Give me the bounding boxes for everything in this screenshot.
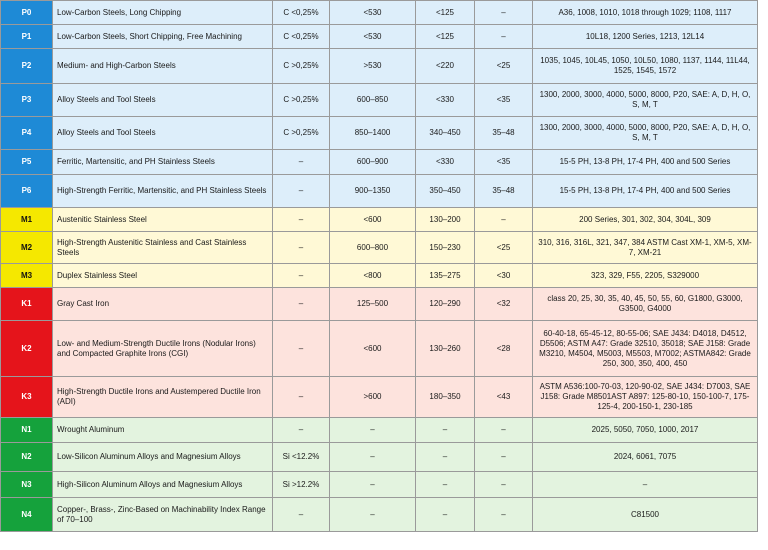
- example-grades: 60-40-18, 65-45-12, 80-55-06; SAE J434: D4018, D4512, D5506; ASTM A47: Grade 32510, 35018; SAE J158: Grade M3210, M4504, M5003, M5503, M7002; ASTMA842: Grade 250, 300, 350, 400, 450: [533, 321, 758, 377]
- carbon-content: –: [273, 498, 330, 532]
- example-grades: 10L18, 1200 Series, 1213, 12L14: [533, 25, 758, 49]
- material-description: Low-Carbon Steels, Short Chipping, Free Machining: [53, 25, 273, 49]
- tensile-strength: >530: [330, 49, 416, 84]
- table-row: [1, 150, 758, 175]
- hardness-value: <330: [416, 150, 475, 175]
- tensile-strength: >600: [330, 377, 416, 418]
- hrc-value: –: [475, 418, 533, 443]
- tensile-strength: <530: [330, 1, 416, 25]
- carbon-content: –: [273, 288, 330, 321]
- material-code: M3: [1, 264, 53, 288]
- hardness-value: <220: [416, 49, 475, 84]
- example-grades: 200 Series, 301, 302, 304, 304L, 309: [533, 208, 758, 232]
- material-code: P0: [1, 1, 53, 25]
- tensile-strength: <600: [330, 321, 416, 377]
- hrc-value: <25: [475, 49, 533, 84]
- example-grades: 323, 329, F55, 2205, S329000: [533, 264, 758, 288]
- hrc-value: <35: [475, 84, 533, 117]
- material-code: P6: [1, 175, 53, 208]
- carbon-content: –: [273, 418, 330, 443]
- hardness-value: 135–275: [416, 264, 475, 288]
- material-description: Alloy Steels and Tool Steels: [53, 84, 273, 117]
- carbon-content: –: [273, 208, 330, 232]
- hrc-value: <30: [475, 264, 533, 288]
- tensile-strength: –: [330, 498, 416, 532]
- hrc-value: <43: [475, 377, 533, 418]
- carbon-content: C <0,25%: [273, 25, 330, 49]
- hardness-value: 120–290: [416, 288, 475, 321]
- material-description: High-Strength Ductile Irons and Austempered Ductile Iron (ADI): [53, 377, 273, 418]
- hardness-value: 350–450: [416, 175, 475, 208]
- hardness-value: <125: [416, 1, 475, 25]
- carbon-content: –: [273, 175, 330, 208]
- carbon-content: –: [273, 232, 330, 264]
- tensile-strength: 600–850: [330, 84, 416, 117]
- hrc-value: 35–48: [475, 175, 533, 208]
- hrc-value: <35: [475, 150, 533, 175]
- hardness-value: –: [416, 443, 475, 472]
- tensile-strength: <530: [330, 25, 416, 49]
- material-description: Gray Cast Iron: [53, 288, 273, 321]
- hrc-value: –: [475, 25, 533, 49]
- example-grades: 15-5 PH, 13-8 PH, 17-4 PH, 400 and 500 Series: [533, 175, 758, 208]
- table-row: [1, 49, 758, 84]
- material-code: N4: [1, 498, 53, 532]
- hardness-value: –: [416, 498, 475, 532]
- tensile-strength: <600: [330, 208, 416, 232]
- example-grades: 1035, 1045, 10L45, 1050, 10L50, 1080, 1137, 1144, 11L44, 1525, 1545, 1572: [533, 49, 758, 84]
- table-row: [1, 418, 758, 443]
- material-code: K2: [1, 321, 53, 377]
- material-description: Low- and Medium-Strength Ductile Irons (Nodular Irons) and Compacted Graphite Irons (CGI): [53, 321, 273, 377]
- material-code: K3: [1, 377, 53, 418]
- example-grades: –: [533, 472, 758, 498]
- carbon-content: C >0,25%: [273, 117, 330, 150]
- hrc-value: –: [475, 472, 533, 498]
- material-code: N3: [1, 472, 53, 498]
- hardness-value: 150–230: [416, 232, 475, 264]
- table-row: [1, 264, 758, 288]
- example-grades: 1300, 2000, 3000, 4000, 5000, 8000, P20, SAE: A, D, H, O, S, M, T: [533, 117, 758, 150]
- material-code: P2: [1, 49, 53, 84]
- hrc-value: <25: [475, 232, 533, 264]
- hrc-value: –: [475, 443, 533, 472]
- material-code: N2: [1, 443, 53, 472]
- tensile-strength: 600–800: [330, 232, 416, 264]
- material-code: N1: [1, 418, 53, 443]
- carbon-content: C >0,25%: [273, 49, 330, 84]
- table-row: [1, 472, 758, 498]
- material-description: Low-Carbon Steels, Long Chipping: [53, 1, 273, 25]
- hrc-value: <32: [475, 288, 533, 321]
- carbon-content: –: [273, 150, 330, 175]
- material-description: High-Strength Ferritic, Martensitic, and PH Stainless Steels: [53, 175, 273, 208]
- hrc-value: –: [475, 208, 533, 232]
- table-row: [1, 1, 758, 25]
- material-description: Duplex Stainless Steel: [53, 264, 273, 288]
- table-row: [1, 377, 758, 418]
- hardness-value: 340–450: [416, 117, 475, 150]
- table-row: [1, 232, 758, 264]
- example-grades: A36, 1008, 1010, 1018 through 1029; 1108, 1117: [533, 1, 758, 25]
- tensile-strength: 125–500: [330, 288, 416, 321]
- table-row: [1, 25, 758, 49]
- hardness-value: <330: [416, 84, 475, 117]
- material-description: Ferritic, Martensitic, and PH Stainless Steels: [53, 150, 273, 175]
- material-code: K1: [1, 288, 53, 321]
- material-description: High-Strength Austenitic Stainless and Cast Stainless Steels: [53, 232, 273, 264]
- carbon-content: C <0,25%: [273, 1, 330, 25]
- material-description: High-Silicon Aluminum Alloys and Magnesium Alloys: [53, 472, 273, 498]
- table-row: [1, 288, 758, 321]
- carbon-content: –: [273, 377, 330, 418]
- material-code: P5: [1, 150, 53, 175]
- hardness-value: 180–350: [416, 377, 475, 418]
- material-description: Low-Silicon Aluminum Alloys and Magnesium Alloys: [53, 443, 273, 472]
- carbon-content: Si >12.2%: [273, 472, 330, 498]
- tensile-strength: 600–900: [330, 150, 416, 175]
- example-grades: ASTM A536:100-70-03, 120-90-02, SAE J434: D7003, SAE J158: Grade M8501AST A897: 125-80-10, 150-100-7, 175-125-4, 200-150-1, 230-185: [533, 377, 758, 418]
- hrc-value: –: [475, 498, 533, 532]
- table-row: [1, 443, 758, 472]
- table-row: [1, 321, 758, 377]
- table-row: [1, 84, 758, 117]
- material-description: Medium- and High-Carbon Steels: [53, 49, 273, 84]
- material-description: Copper-, Brass-, Zinc-Based on Machinability Index Range of 70–100: [53, 498, 273, 532]
- tensile-strength: 850–1400: [330, 117, 416, 150]
- tensile-strength: –: [330, 472, 416, 498]
- tensile-strength: –: [330, 443, 416, 472]
- example-grades: 15-5 PH, 13-8 PH, 17-4 PH, 400 and 500 Series: [533, 150, 758, 175]
- hrc-value: 35–48: [475, 117, 533, 150]
- hardness-value: –: [416, 472, 475, 498]
- example-grades: 1300, 2000, 3000, 4000, 5000, 8000, P20, SAE: A, D, H, O, S, M, T: [533, 84, 758, 117]
- table-body: [1, 1, 758, 532]
- tensile-strength: <800: [330, 264, 416, 288]
- example-grades: C81500: [533, 498, 758, 532]
- hardness-value: 130–200: [416, 208, 475, 232]
- example-grades: 2025, 5050, 7050, 1000, 2017: [533, 418, 758, 443]
- material-code: M2: [1, 232, 53, 264]
- example-grades: 2024, 6061, 7075: [533, 443, 758, 472]
- example-grades: class 20, 25, 30, 35, 40, 45, 50, 55, 60, G1800, G3000, G3500, G4000: [533, 288, 758, 321]
- hardness-value: <125: [416, 25, 475, 49]
- tensile-strength: 900–1350: [330, 175, 416, 208]
- material-description: Austenitic Stainless Steel: [53, 208, 273, 232]
- table-row: [1, 498, 758, 532]
- carbon-content: –: [273, 264, 330, 288]
- material-code: P1: [1, 25, 53, 49]
- material-description: Wrought Aluminum: [53, 418, 273, 443]
- hrc-value: –: [475, 1, 533, 25]
- table-row: [1, 117, 758, 150]
- hrc-value: <28: [475, 321, 533, 377]
- material-description: Alloy Steels and Tool Steels: [53, 117, 273, 150]
- material-code: M1: [1, 208, 53, 232]
- table-row: [1, 175, 758, 208]
- hardness-value: 130–260: [416, 321, 475, 377]
- material-code: P3: [1, 84, 53, 117]
- carbon-content: Si <12.2%: [273, 443, 330, 472]
- hardness-value: –: [416, 418, 475, 443]
- table-row: [1, 208, 758, 232]
- carbon-content: C >0,25%: [273, 84, 330, 117]
- tensile-strength: –: [330, 418, 416, 443]
- material-code: P4: [1, 117, 53, 150]
- example-grades: 310, 316, 316L, 321, 347, 384 ASTM Cast XM-1, XM-5, XM-7, XM-21: [533, 232, 758, 264]
- carbon-content: –: [273, 321, 330, 377]
